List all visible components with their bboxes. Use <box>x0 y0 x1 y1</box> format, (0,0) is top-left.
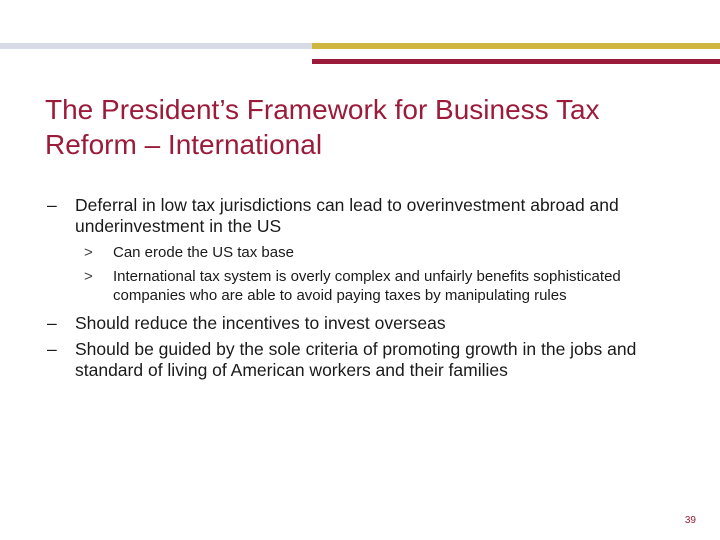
bullet-item-deferral <box>45 195 695 306</box>
header-bar-gold <box>312 43 720 49</box>
bullet-item-growth <box>45 339 695 381</box>
bullet-text: Deferral in low tax jurisdictions can lead to overinvestment abroad and underinvestment in the US <box>75 195 619 236</box>
sub-bullet-text: Can erode the US tax base <box>113 244 294 261</box>
bullet-item-incentives <box>45 313 695 334</box>
sub-bullet-item-complex <box>75 267 695 306</box>
arrow-marker: > <box>84 244 93 261</box>
sub-bullet-text: International tax system is overly complex and unfairly benefits sophisticated companies who are able to avoid paying taxes by manipulating rules <box>113 267 621 304</box>
dash-marker: – <box>47 195 57 215</box>
header-bar-red <box>312 59 720 64</box>
bullet-list <box>45 195 695 386</box>
arrow-marker: > <box>84 267 93 285</box>
header-bar-light <box>0 43 312 49</box>
slide-title-line-1: The President’s Framework for Business Tax <box>45 94 600 125</box>
dash-marker: – <box>47 338 57 359</box>
slide-title-line-2: Reform – International <box>45 129 323 160</box>
bullet-text: Should reduce the incentives to invest overseas <box>75 312 446 333</box>
dash-marker: – <box>47 312 57 333</box>
page-number: 39 <box>684 515 696 526</box>
bullet-text: Should be guided by the sole criteria of promoting growth in the jobs and standard of living of American workers and their families <box>75 338 637 380</box>
sub-bullet-item-erode <box>75 243 695 263</box>
slide-title <box>45 92 705 162</box>
sub-bullet-list <box>75 243 695 306</box>
